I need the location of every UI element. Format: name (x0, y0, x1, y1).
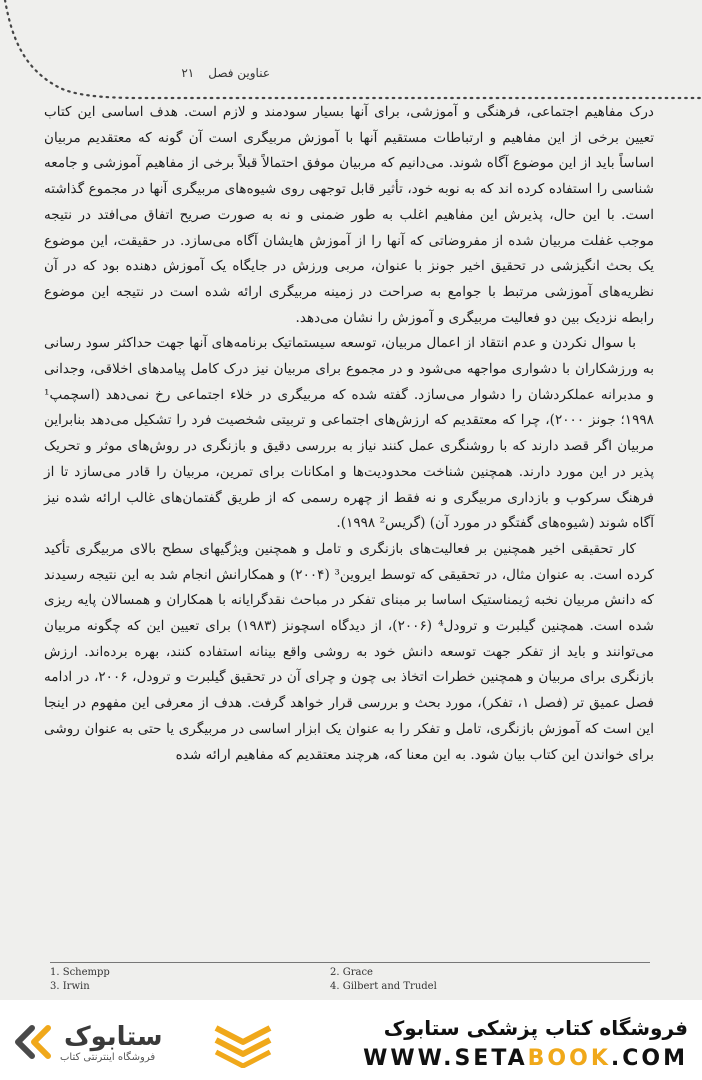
store-name: فروشگاه کتاب پزشکی ستابوک (383, 1016, 688, 1040)
store-logo[interactable] (14, 1018, 194, 1068)
footnote-3: 3. Irwin (50, 981, 90, 992)
logo-wordmark: ستابوک (64, 1022, 163, 1052)
url-prefix: WWW.SETA (363, 1046, 528, 1071)
book-logo-icon (212, 1020, 274, 1068)
footnotes (50, 962, 650, 994)
running-head (70, 66, 270, 86)
page-number: ۲۱ (181, 66, 195, 80)
paragraph-3: کار تحقیقی اخیر همچنین بر فعالیت‌های بازنگری و تامل و همچنین ویژگیهای سطح بالای مربیگری تأکید کرده است. به عنوان مثال، در تحقیقی که توسط ایروین³ (۲۰۰۴) و همکارانش انجام شد به این نتیجه رسیدند که دانش مربیان نخبه ژیمناستیک اساسا بر مبنای تفکر در مباحث نقدگرایانه با همکاران و همسالان پایه ریزی شده است. همچنین گیلبرت و ترودل⁴ (۲۰۰۶)، از دیدگاه اسچونز (۱۹۸۳) برای تعیین این که چگونه مربیان می‌توانند و باید از تفکر جهت توسعه دانش خود به روشی واقع بینانه استفاده کنند، بهره برده‌اند. ارزش بازنگری برای مربیان و همچنین خطرات اتخاذ بی چون و چرای آن در تحقیق گیلبرت و ترودل، ۲۰۰۶، در ادامه فصل عمیق تر (فصل ۱، تفکر)، مورد بحث و بررسی قرار خواهد گرفت. هدف از معرفی این مفهوم در اینجا این است که آموزش بازنگری، تامل و تفکر را به عنوان یک ابزار اساسی در مربیگری یا حتی به عنوان روشی برای خواندن این کتاب بیان شود. به این معنا که، هرچند معتقدیم که مفاهیم ارائه شده (44, 540, 655, 763)
chevron-logo-icon (14, 1024, 58, 1060)
store-url-link[interactable] (363, 1046, 688, 1071)
logo-subtitle: فروشگاه اینترنتی کتاب (60, 1052, 156, 1063)
paragraph-2: با سوال نکردن و عدم انتقاد از اعمال مربیان، توسعه سیستماتیک برنامه‌های آنها جهت حداکثر سود رسانی به ورزشکاران با دشواری مواجهه می‌شود و در مجموع برای مربیان نیز درک کامل پیامدهای اخلاقی، وجدانی و مدبرانه عملکردشان را دشوار می‌سازد. گفته شده که مربیگری در خلاء اجتماعی رخ نمی‌دهد (اسچمپ¹ ۱۹۹۸؛ جونز ۲۰۰۰)، چرا که معتقدیم که ارزش‌های اجتماعی و تربیتی شخصیت فرد را تشکیل می‌دهد بنابراین مربیان اگر قصد دارند که با روشنگری عمل کنند نیاز به بررسی دقیق و بازنگری در روش‌های موثر و تحریک پذیر در این مورد دارند. همچنین شناخت محدودیت‌ها و امکانات برای تمرین، مربیان را قادر می‌سازد تا از فرهنگ سرکوب و بازداری مربیگری و نه فقط از چهره رسمی که از طریق گفتمان‌های غالب ارائه شده نیز آگاه شوند (شیوه‌های گفتگو در مورد آن) (گریس² ۱۹۹۸). (44, 335, 654, 532)
footnote-1: 1. Schempp (50, 967, 110, 978)
footnote-4: 4. Gilbert and Trudel (330, 981, 437, 992)
store-banner (0, 1000, 702, 1080)
body-text (44, 100, 654, 768)
paragraph-1: درک مفاهیم اجتماعی، فرهنگی و آموزشی، برای آنها بسیار سودمند و لازم است. هدف اساسی این کتاب تعیین برخی از این مفاهیم و ارتباطات مستقیم آنها با آموزش مربیگری است آن گونه که معتقدیم مربیان اساساً باید از این موضوع آگاه شوند. می‌دانیم که مربیان موفق احتمالاً قبلاً برخی از مفاهیم آموزشی و جامعه شناسی را استفاده کرده اند که به نوبه خود، تأثیر قابل توجهی روی شیوه‌های مربیگری آنها در مجموع گذاشته است. با این حال، پذیرش این مفاهیم اغلب به طور ضمنی و نه به صورت صریح اتفاق می‌افتد در نتیجه موجب غفلت مربیان شده از مفروضاتی که آنها را از آموزش هایشان آگاه می‌سازد. در حقیقت، این موضوع یک بحث انگیزشی در تحقیق اخیر جونز با عنوان، مربی ورزش در جایگاه یک آموزش دهنده بود که در آن نظریه‌های آموزشی مرتبط با جوامع به صراحت در زمینه مربیگری ارائه شده است در نتیجه این موضوع رابطه نزدیک بین دو فعالیت مربیگری و آموزش را نشان می‌دهد. (44, 104, 654, 326)
footnote-2: 2. Grace (330, 967, 373, 978)
url-accent: BOOK (527, 1046, 611, 1071)
chapter-title: عناوین فصل (208, 66, 270, 80)
url-suffix: .COM (610, 1046, 688, 1071)
dotted-border-decoration (0, 0, 702, 110)
